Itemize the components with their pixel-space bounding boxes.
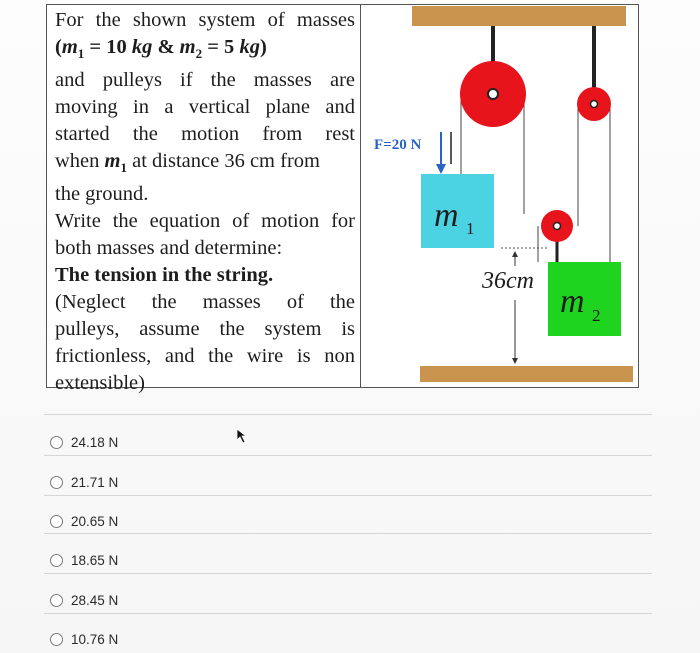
answer-option[interactable] xyxy=(50,471,118,493)
answer-option-label: 18.65 N xyxy=(71,552,119,568)
question-line: pulleys, assume the system is xyxy=(55,318,355,341)
question-line: (Neglect the masses of the xyxy=(55,291,355,314)
option-separator xyxy=(44,495,652,496)
question-line: moving in a vertical plane and xyxy=(55,96,355,119)
question-line: frictionless, and the wire is non xyxy=(55,345,355,368)
answer-option-label: 20.65 N xyxy=(71,513,119,529)
answer-option[interactable] xyxy=(50,628,118,650)
answer-option[interactable] xyxy=(50,589,118,611)
question-line: started the motion from rest xyxy=(55,123,355,146)
answer-option-label: 28.45 N xyxy=(71,592,119,608)
radio-button[interactable] xyxy=(50,436,63,449)
option-separator xyxy=(44,573,652,574)
question-line: Write the equation of motion for xyxy=(55,210,355,233)
radio-button[interactable] xyxy=(50,633,63,646)
answer-option[interactable] xyxy=(50,510,118,532)
question-line: both masses and determine: xyxy=(55,237,283,260)
ceiling-beam xyxy=(412,6,626,26)
distance-label: 36cm xyxy=(482,268,534,294)
pulley-diagram xyxy=(362,4,636,386)
mass-2-label: m xyxy=(560,283,585,320)
answer-options xyxy=(0,392,700,653)
question-task: The tension in the string. xyxy=(55,264,274,287)
mass-1-subscript: 1 xyxy=(466,219,475,238)
question-divider xyxy=(360,4,361,388)
radio-button[interactable] xyxy=(50,554,63,567)
question-text xyxy=(55,7,355,397)
radio-button[interactable] xyxy=(50,594,63,607)
option-separator xyxy=(44,613,652,614)
answer-option-label: 21.71 N xyxy=(71,474,119,490)
mass-2-subscript: 2 xyxy=(592,306,601,325)
mass-values-line: ($m_1 = 10$ kg & $m_2 = 5$ kg) xyxy=(55,36,267,62)
question-line: and pulleys if the masses are xyxy=(55,69,355,92)
answer-option-label: 24.18 N xyxy=(71,434,119,450)
mass-1-label: m xyxy=(434,197,459,234)
radio-button[interactable] xyxy=(50,476,63,489)
radio-button[interactable] xyxy=(50,515,63,528)
answer-option[interactable] xyxy=(50,431,118,453)
ground-beam xyxy=(420,366,633,382)
question-line: For the shown system of masses xyxy=(55,9,355,31)
option-separator xyxy=(44,533,652,534)
option-separator xyxy=(44,414,652,415)
answer-option-label: 10.76 N xyxy=(71,631,119,647)
question-line: extensible) xyxy=(55,372,145,395)
answer-option[interactable] xyxy=(50,549,118,571)
question-line: the ground. xyxy=(55,183,149,206)
force-label: F=20 N xyxy=(374,137,422,153)
question-line: when $m_1$ at distance 36 cm from xyxy=(55,150,320,176)
option-separator xyxy=(44,455,652,456)
force-arrow xyxy=(436,164,446,174)
